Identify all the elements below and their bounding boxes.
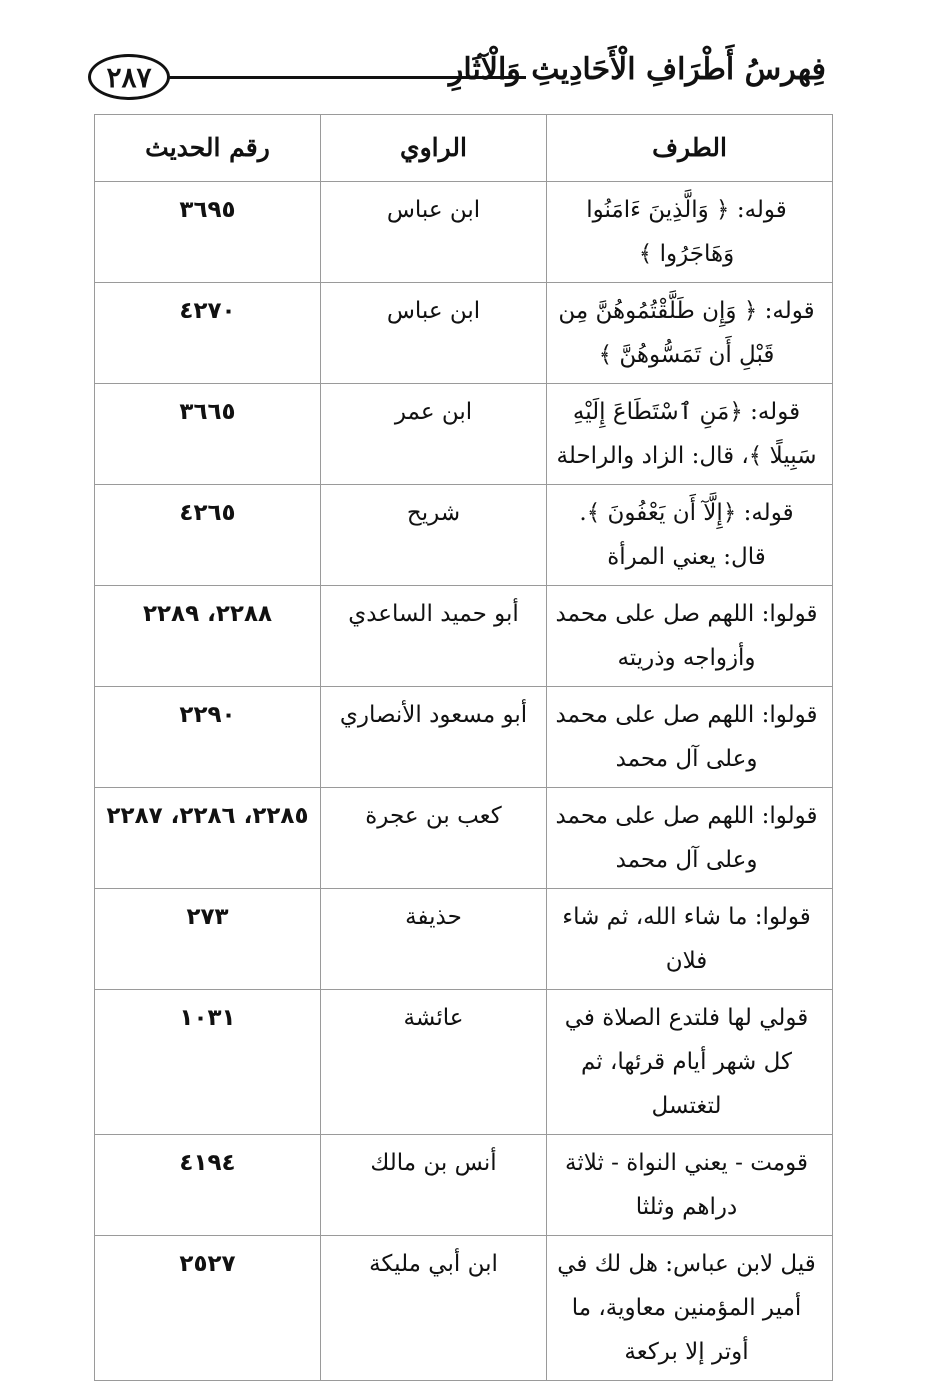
column-header-text: الطرف [547, 115, 833, 182]
table-header-row [95, 115, 833, 182]
narrator: أبو حميد الساعدي [321, 586, 547, 687]
hadith-number: ٤٢٧٠ [95, 283, 321, 384]
hadith-text: قوله: ﴿ وَإِن طَلَّقْتُمُوهُنَّ مِن قَبْلِ أَن تَمَسُّوهُنَّ ﴾ [547, 283, 833, 384]
table-row [95, 182, 833, 283]
table-row [95, 990, 833, 1135]
hadith-number: ٢٢٨٨، ٢٢٨٩ [95, 586, 321, 687]
table-row [95, 586, 833, 687]
hadith-number: ٣٦٦٥ [95, 384, 321, 485]
hadith-number: ٢٢٩٠ [95, 687, 321, 788]
table-row [95, 283, 833, 384]
column-header-narrator: الراوي [321, 115, 547, 182]
narrator: شريح [321, 485, 547, 586]
hadith-number: ٢٥٢٧ [95, 1236, 321, 1381]
table-row [95, 384, 833, 485]
table-row [95, 788, 833, 889]
hadith-number: ٣٦٩٥ [95, 182, 321, 283]
running-title: فِهرسُ أَطْرَافِ الْأَحَادِيثِ وَالْآثَارِ [448, 52, 826, 87]
hadith-text: قولوا: اللهم صل على محمد وعلى آل محمد [547, 687, 833, 788]
hadith-number: ١٠٣١ [95, 990, 321, 1135]
hadith-number: ٢٢٨٥، ٢٢٨٦، ٢٢٨٧ [95, 788, 321, 889]
table-row [95, 687, 833, 788]
narrator: ابن أبي مليكة [321, 1236, 547, 1381]
table-row [95, 889, 833, 990]
column-header-number: رقم الحديث [95, 115, 321, 182]
hadith-text: قولوا: اللهم صل على محمد وأزواجه وذريته [547, 586, 833, 687]
narrator: عائشة [321, 990, 547, 1135]
table-row [95, 1236, 833, 1381]
narrator: كعب بن عجرة [321, 788, 547, 889]
page-header [88, 48, 826, 110]
narrator: أنس بن مالك [321, 1135, 547, 1236]
narrator: حذيفة [321, 889, 547, 990]
hadith-number: ٤١٩٤ [95, 1135, 321, 1236]
hadith-number: ٤٢٦٥ [95, 485, 321, 586]
hadith-text: قوله: ﴿مَنِ ٱسْتَطَاعَ إِلَيْهِ سَبِيلًا ﴾، قال: الزاد والراحلة [547, 384, 833, 485]
hadith-text: قومت - يعني النواة - ثلاثة دراهم وثلثا [547, 1135, 833, 1236]
hadith-text: قولي لها فلتدع الصلاة في كل شهر أيام قرئها، ثم لتغتسل [547, 990, 833, 1135]
hadith-text: قيل لابن عباس: هل لك في أمير المؤمنين معاوية، ما أوتر إلا بركعة [547, 1236, 833, 1381]
narrator: ابن عمر [321, 384, 547, 485]
narrator: أبو مسعود الأنصاري [321, 687, 547, 788]
narrator: ابن عباس [321, 182, 547, 283]
hadith-text: قولوا: ما شاء الله، ثم شاء فلان [547, 889, 833, 990]
hadith-index-table [94, 114, 833, 1381]
hadith-text: قوله: ﴿إِلَّآ أَن يَعْفُونَ ﴾. قال: يعني المرأة [547, 485, 833, 586]
hadith-text: قوله: ﴿ وَالَّذِينَ ءَامَنُوا وَهَاجَرُوا ﴾ [547, 182, 833, 283]
table-row [95, 485, 833, 586]
hadith-number: ٢٧٣ [95, 889, 321, 990]
hadith-text: قولوا: اللهم صل على محمد وعلى آل محمد [547, 788, 833, 889]
page-number: ٢٨٧ [88, 54, 170, 100]
narrator: ابن عباس [321, 283, 547, 384]
table-row [95, 1135, 833, 1236]
